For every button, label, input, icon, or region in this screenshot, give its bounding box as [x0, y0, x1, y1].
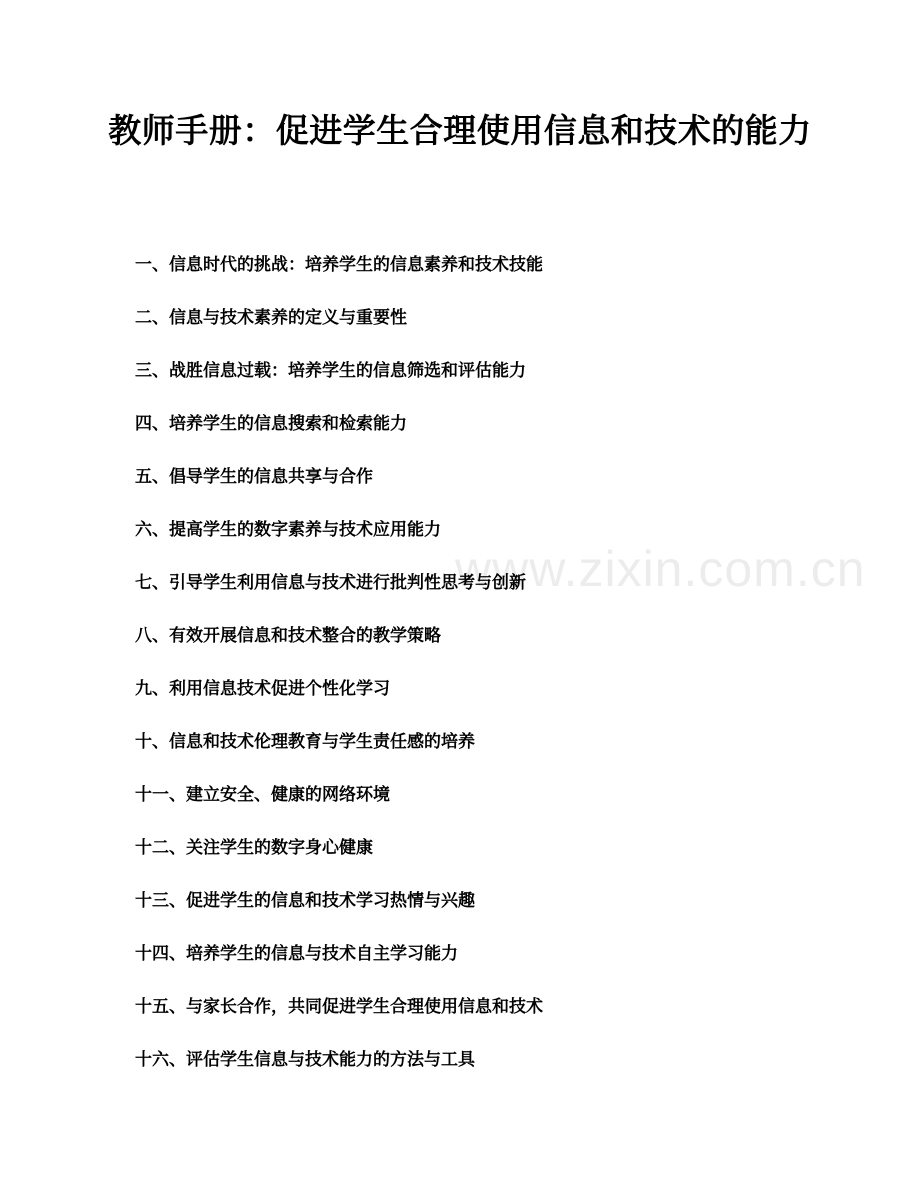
- toc-item: 七、引导学生利用信息与技术进行批判性思考与创新: [135, 573, 526, 593]
- toc-item: 二、信息与技术素养的定义与重要性: [135, 308, 407, 328]
- toc-item: 五、倡导学生的信息共享与合作: [135, 467, 373, 487]
- toc-item: 十五、与家长合作，共同促进学生合理使用信息和技术: [135, 997, 543, 1017]
- document-title: 教师手册：促进学生合理使用信息和技术的能力: [108, 111, 812, 150]
- toc-item: 十四、培养学生的信息与技术自主学习能力: [135, 944, 458, 964]
- toc-item: 十二、关注学生的数字身心健康: [135, 838, 373, 858]
- toc-item: 八、有效开展信息和技术整合的教学策略: [135, 626, 441, 646]
- toc-item: 一、信息时代的挑战：培养学生的信息素养和技术技能: [135, 255, 543, 275]
- table-of-contents: [135, 252, 543, 1100]
- toc-item: 十、信息和技术伦理教育与学生责任感的培养: [135, 732, 475, 752]
- toc-item: 六、提高学生的数字素养与技术应用能力: [135, 520, 441, 540]
- toc-item: 十一、建立安全、健康的网络环境: [135, 785, 390, 805]
- toc-item: 十三、促进学生的信息和技术学习热情与兴趣: [135, 891, 475, 911]
- toc-item: 十六、评估学生信息与技术能力的方法与工具: [135, 1050, 475, 1070]
- toc-item: 九、利用信息技术促进个性化学习: [135, 679, 390, 699]
- toc-item: 四、培养学生的信息搜索和检索能力: [135, 414, 407, 434]
- watermark: www.zixin.com.cn: [455, 541, 866, 597]
- toc-item: 三、战胜信息过载：培养学生的信息筛选和评估能力: [135, 361, 526, 381]
